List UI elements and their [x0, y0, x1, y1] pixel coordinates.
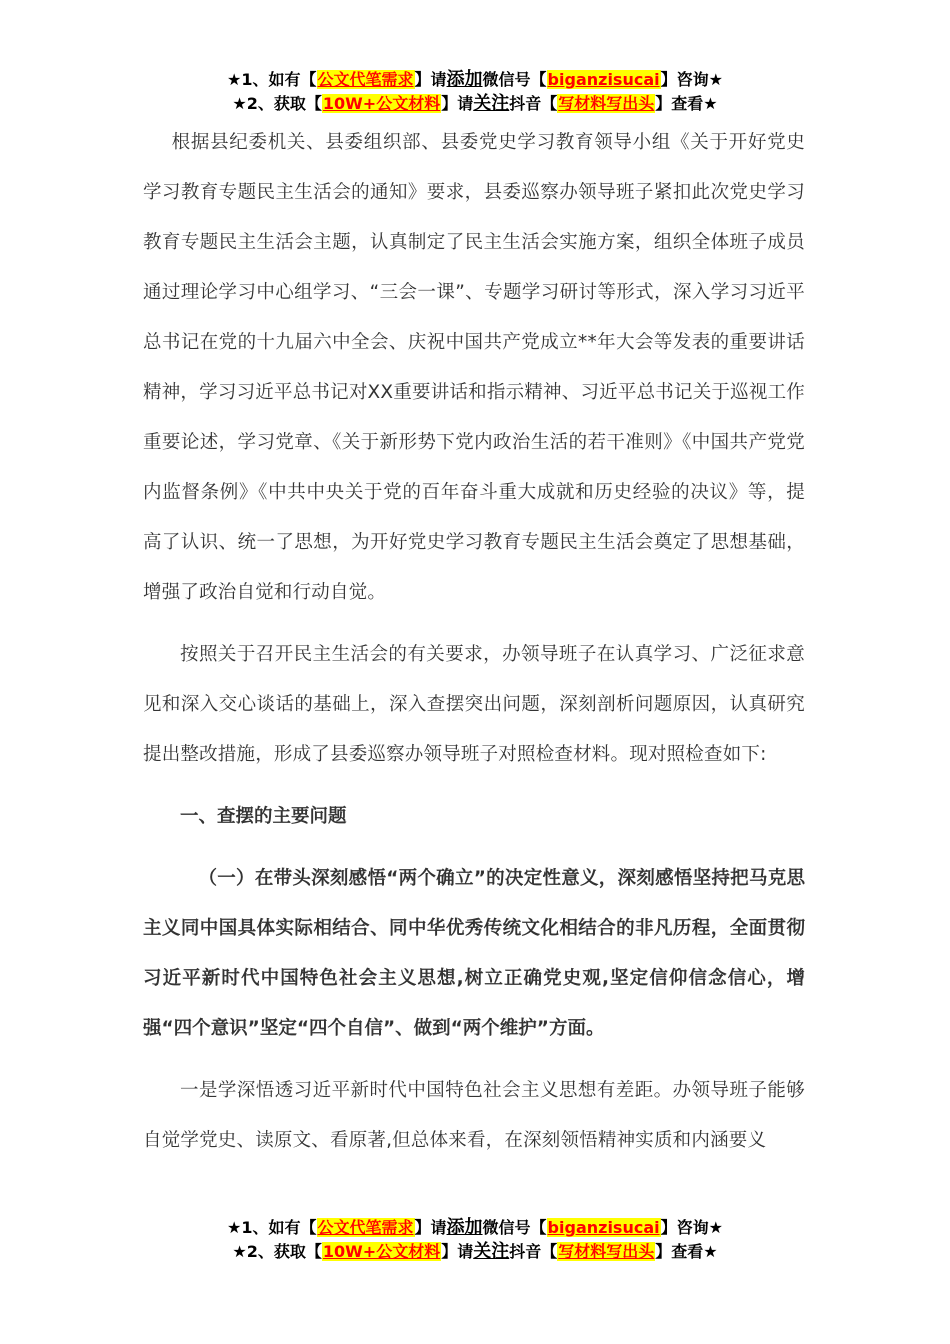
- notice-text: ★1、如有【: [227, 1218, 317, 1237]
- subsection-heading: （一）在带头深刻感悟“两个确立”的决定性意义，深刻感悟坚持把马克思主义同中国具体实际相结合、同中华优秀传统文化相结合的非凡历程，全面贯彻习近平新时代中国特色社会主义思想,树立正确党史观,坚定信仰信念信心，增强“四个意识”坚定“四个自信”、做到“两个维护”方面。: [143, 868, 805, 1039]
- notice-text: 抖音【: [509, 94, 558, 113]
- notice-line-2: [0, 92, 950, 116]
- document-body: [143, 118, 805, 1166]
- notice-line-1: [0, 68, 950, 92]
- notice-text: ★1、如有【: [227, 70, 317, 89]
- notice-emphasis: 添加: [446, 1217, 483, 1238]
- highlight-service: 公文代笔需求: [317, 1218, 414, 1237]
- notice-line-1: [0, 1216, 950, 1240]
- notice-text: 】查看★: [655, 1242, 718, 1261]
- notice-text: 微信号【: [482, 1218, 547, 1237]
- highlight-douyin-id: 写材料写出头: [558, 94, 655, 113]
- paragraph-intro: 根据县纪委机关、县委组织部、县委党史学习教育领导小组《关于开好党史学习教育专题民主生活会的通知》要求，县委巡察办领导班子紧扣此次党史学习教育专题民主生活会主题，认真制定了民主生活会实施方案，组织全体班子成员通过理论学习中心组学习、“三会一课”、专题学习研讨等形式，深入学习习近平总书记在党的十九届六中全会、庆祝中国共产党成立**年大会等发表的重要讲话精神，学习习近平总书记对XX重要讲话和指示精神、习近平总书记关于巡视工作重要论述，学习党章、《关于新形势下党内政治生活的若干准则》《中国共产党党内监督条例》《中共中央关于党的百年奋斗重大成就和历史经验的决议》等，提高了认识、统一了思想，为开好党史学习教育专题民主生活会奠定了思想基础，增强了政治自觉和行动自觉。: [143, 132, 805, 603]
- notice-text: 】请: [414, 70, 447, 89]
- notice-text: 微信号【: [482, 70, 547, 89]
- highlight-materials: 10W+公文材料: [322, 94, 441, 113]
- paragraph-requirements: 按照关于召开民主生活会的有关要求，办领导班子在认真学习、广泛征求意见和深入交心谈话的基础上，深入查摆突出问题，深刻剖析问题原因，认真研究提出整改措施，形成了县委巡察办领导班子对照检查材料。现对照检查如下:: [143, 644, 805, 765]
- notice-text: 】查看★: [655, 94, 718, 113]
- notice-emphasis: 添加: [446, 69, 483, 90]
- notice-text: 】请: [414, 1218, 447, 1237]
- highlight-materials: 10W+公文材料: [322, 1242, 441, 1261]
- highlight-service: 公文代笔需求: [317, 70, 414, 89]
- notice-text: ★2、获取【: [232, 94, 322, 113]
- notice-text: 】请: [441, 1242, 474, 1261]
- notice-text: 】咨询★: [660, 70, 723, 89]
- notice-emphasis: 关注: [473, 93, 510, 114]
- header-notice: [0, 68, 950, 116]
- notice-text: 】咨询★: [660, 1218, 723, 1237]
- highlight-douyin-id: 写材料写出头: [558, 1242, 655, 1261]
- notice-text: 抖音【: [509, 1242, 558, 1261]
- notice-text: 】请: [441, 94, 474, 113]
- notice-line-2: [0, 1240, 950, 1264]
- paragraph-problem-1: 一是学深悟透习近平新时代中国特色社会主义思想有差距。办领导班子能够自觉学党史、读原文、看原著,但总体来看，在深刻领悟精神实质和内涵要义: [143, 1080, 805, 1151]
- notice-text: ★2、获取【: [232, 1242, 322, 1261]
- notice-emphasis: 关注: [473, 1241, 510, 1262]
- section-heading: 一、查摆的主要问题: [180, 806, 347, 827]
- highlight-wechat-id: biganzisucai: [547, 70, 660, 89]
- footer-notice: [0, 1216, 950, 1264]
- highlight-wechat-id: biganzisucai: [547, 1218, 660, 1237]
